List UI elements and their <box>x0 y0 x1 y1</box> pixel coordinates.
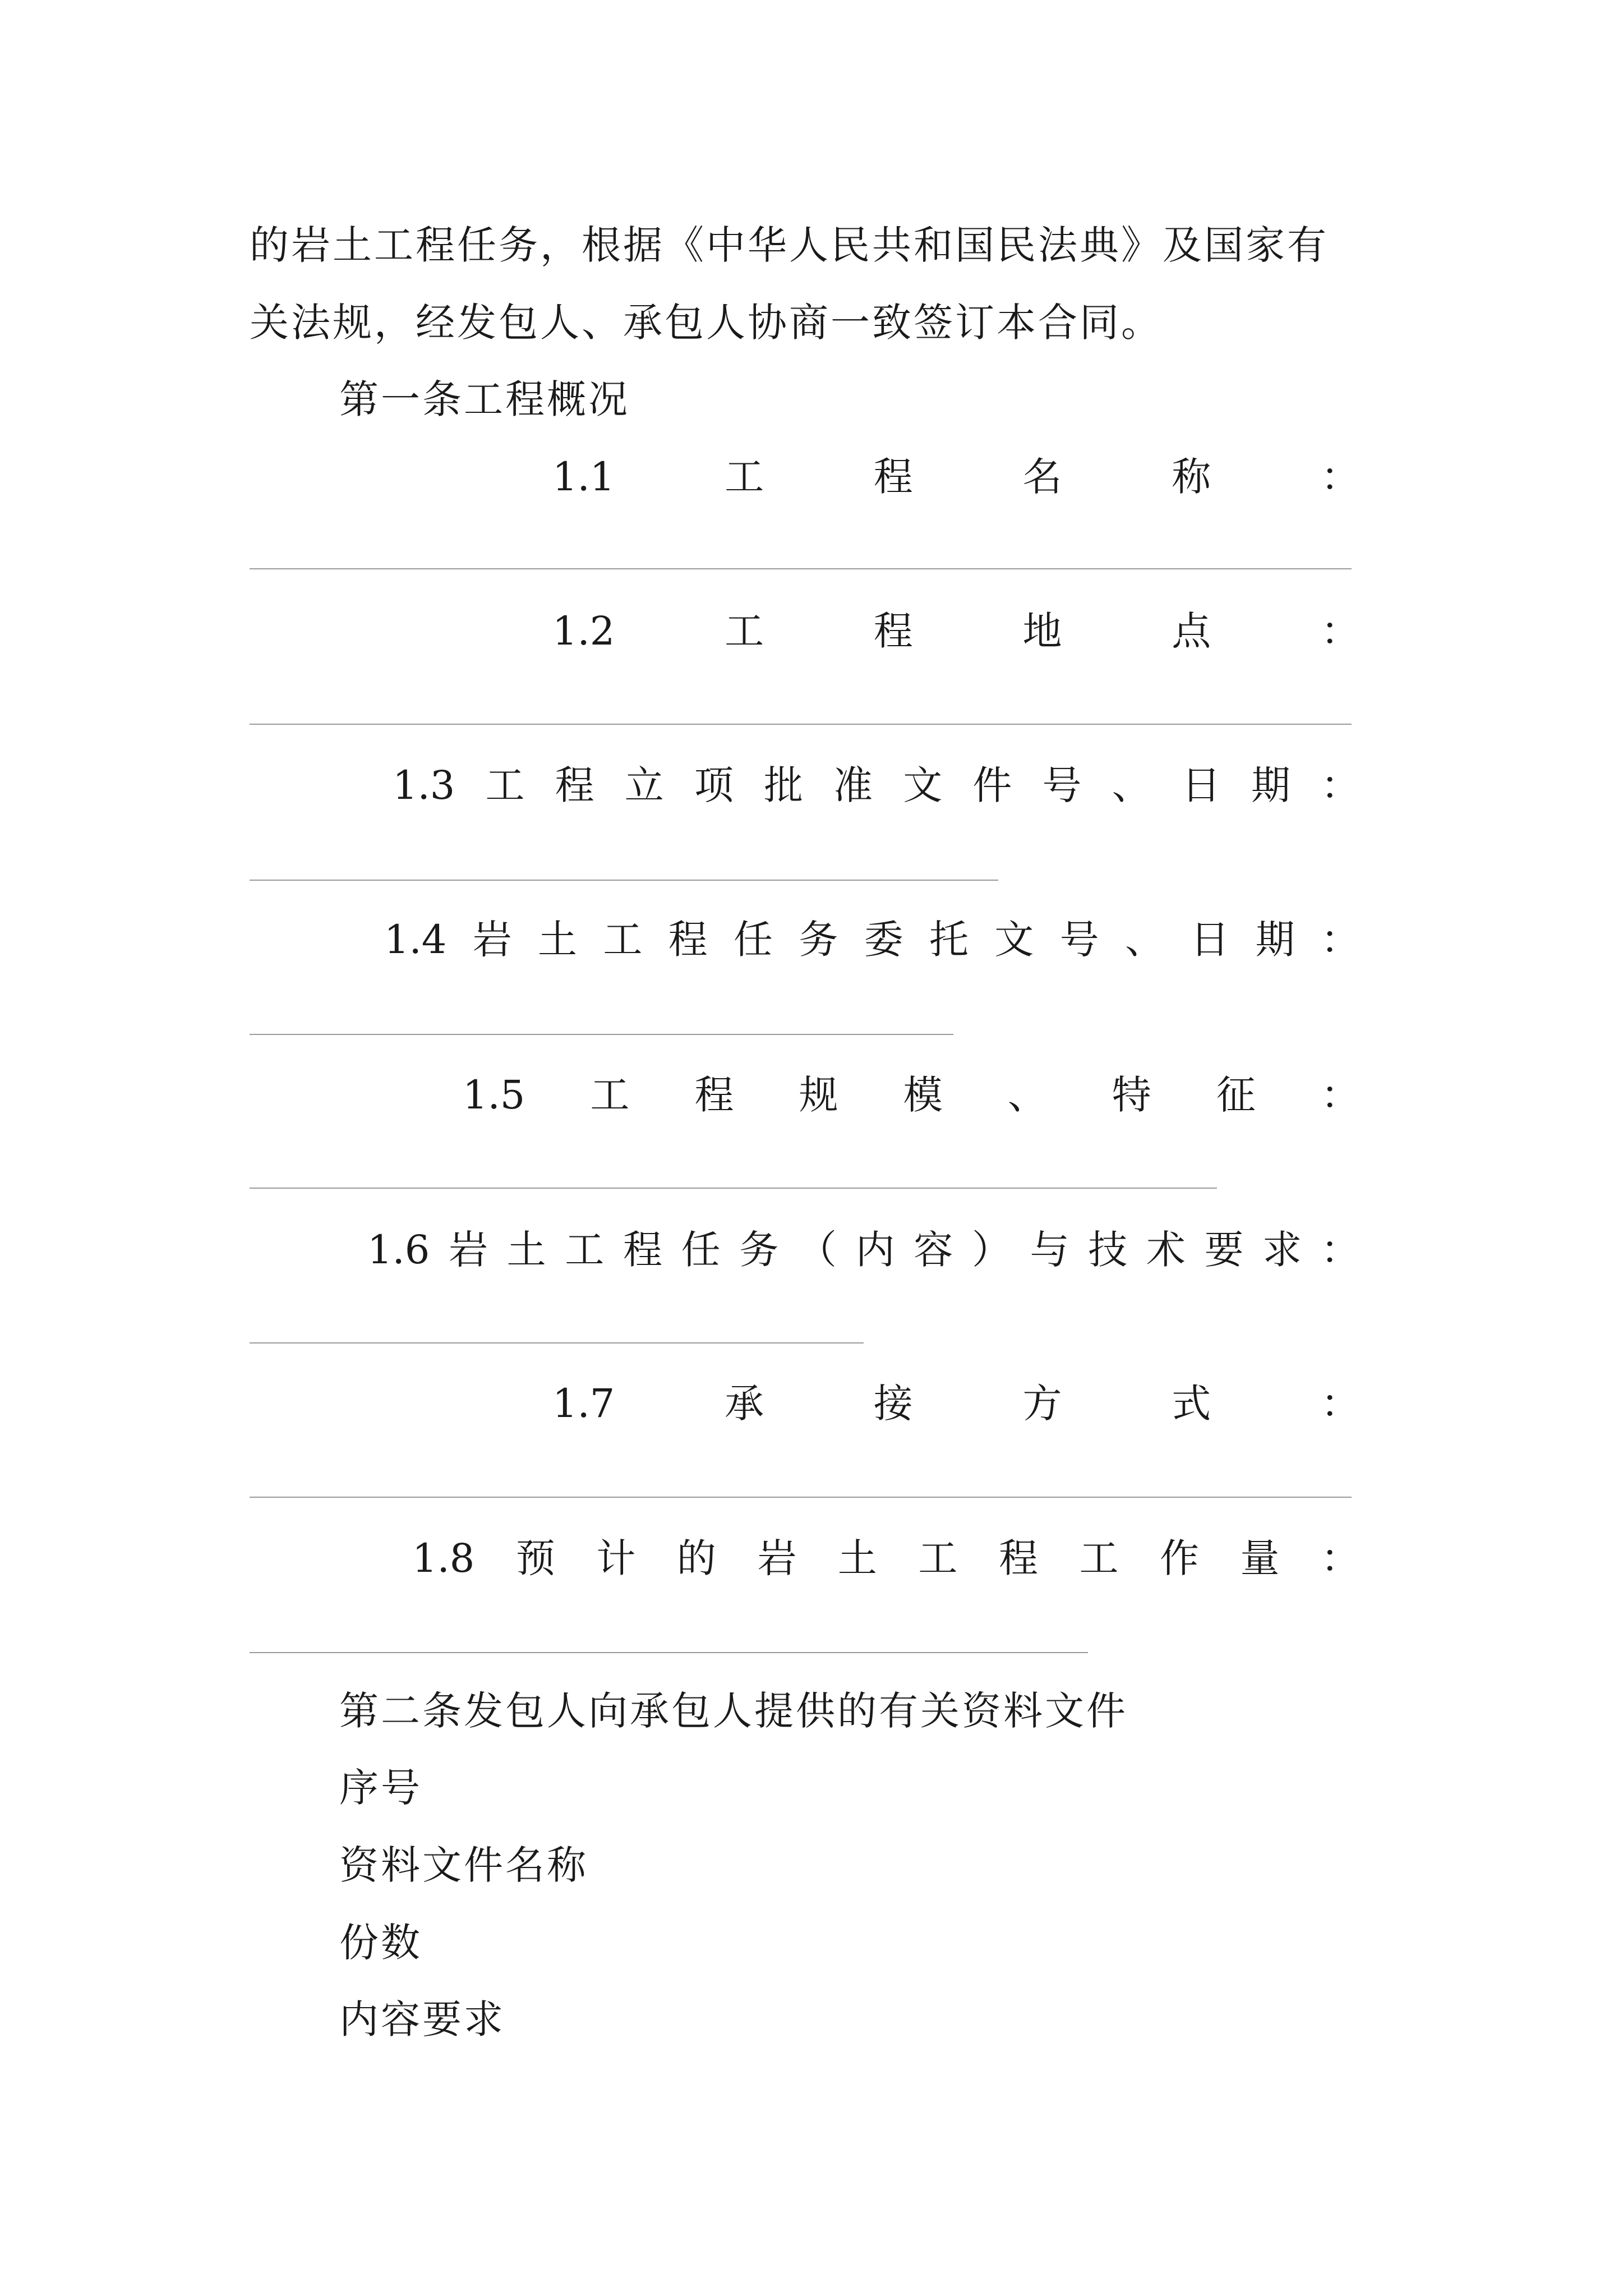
item-char: 程 <box>998 1535 1038 1581</box>
item-char: 的 <box>676 1535 716 1581</box>
item-colon: ： <box>1321 1535 1360 1581</box>
item-colon: ： <box>1320 1072 1360 1118</box>
item-1-2 <box>552 606 1360 656</box>
item-char: 特 <box>1112 1072 1151 1118</box>
item-char: 承 <box>725 1381 764 1427</box>
item-char: 工 <box>725 608 764 654</box>
item-colon: ： <box>1320 1227 1360 1273</box>
item-char: 件 <box>972 762 1012 808</box>
item-char: 批 <box>763 762 803 808</box>
item-char: 名 <box>1022 454 1062 500</box>
item-char: 工 <box>590 1072 630 1118</box>
item-char: 文 <box>994 917 1034 963</box>
item-colon: ： <box>1321 608 1360 654</box>
fill-in-line-1-6 <box>250 1342 864 1343</box>
fill-in-line-1-7 <box>250 1497 1352 1498</box>
item-char: 程 <box>873 608 913 654</box>
item-char: 式 <box>1172 1381 1211 1427</box>
item-char: 内 <box>855 1227 895 1273</box>
fill-in-line-1-2 <box>250 724 1352 725</box>
item-char: 号 <box>1059 917 1099 963</box>
item-char: 量 <box>1240 1535 1280 1581</box>
item-char: 号 <box>1042 762 1082 808</box>
item-char: 程 <box>694 1072 734 1118</box>
item-colon: ： <box>1320 917 1360 963</box>
item-char: 求 <box>1262 1227 1302 1273</box>
item-char: 程 <box>873 454 913 500</box>
item-char: 程 <box>623 1227 662 1273</box>
item-number: 1.2 <box>552 608 615 654</box>
item-char: 作 <box>1159 1535 1199 1581</box>
item-colon: ： <box>1320 762 1360 808</box>
item-char: 与 <box>1030 1227 1069 1273</box>
item-char: 容 <box>914 1227 953 1273</box>
item-char: 期 <box>1251 762 1290 808</box>
item-char: 术 <box>1146 1227 1186 1273</box>
item-char: 务 <box>739 1227 779 1273</box>
item-number: 1.3 <box>393 762 455 808</box>
item-char: （ <box>797 1227 837 1273</box>
item-char: 岩 <box>757 1535 797 1581</box>
item-char: 称 <box>1172 454 1211 500</box>
item-number: 1.7 <box>552 1381 615 1427</box>
item-char: 地 <box>1022 608 1062 654</box>
item-char: 任 <box>681 1227 721 1273</box>
item-number: 1.4 <box>384 917 447 963</box>
item-char: 工 <box>725 454 764 500</box>
item-char: 工 <box>485 762 525 808</box>
item-char: 岩 <box>448 1227 488 1273</box>
item-1-7 <box>552 1378 1360 1429</box>
column-serial-number: 序号 <box>339 1765 422 1811</box>
item-char: 工 <box>565 1227 605 1273</box>
fill-in-line-1-8 <box>250 1652 1088 1653</box>
item-char: 工 <box>1079 1535 1119 1581</box>
item-char: 接 <box>873 1381 913 1427</box>
item-char: 方 <box>1022 1381 1062 1427</box>
column-content-requirements: 内容要求 <box>339 1996 505 2042</box>
fill-in-line-1-4 <box>250 1034 953 1035</box>
item-char: 工 <box>918 1535 958 1581</box>
intro-line-1: 的岩土工程任务，根据《中华人民共和国民法典》及国家有 <box>250 222 1329 268</box>
item-1-6 <box>367 1225 1360 1275</box>
item-1-8 <box>412 1533 1360 1584</box>
item-char: 任 <box>733 917 773 963</box>
item-char: 土 <box>506 1227 546 1273</box>
item-char: 务 <box>799 917 838 963</box>
item-char: 岩 <box>472 917 512 963</box>
item-char: 项 <box>694 762 734 808</box>
item-char: 程 <box>668 917 708 963</box>
item-char: 准 <box>833 762 873 808</box>
item-char: 日 <box>1181 762 1221 808</box>
item-char: 土 <box>537 917 577 963</box>
item-1-4 <box>384 914 1360 965</box>
column-document-name: 资料文件名称 <box>339 1842 588 1888</box>
item-1-3 <box>393 760 1360 811</box>
item-char: 模 <box>903 1072 943 1118</box>
item-number: 1.5 <box>463 1072 525 1118</box>
item-char: 、 <box>1007 1072 1047 1118</box>
item-char: 委 <box>864 917 903 963</box>
item-char: 托 <box>929 917 969 963</box>
item-char: 、 <box>1124 917 1164 963</box>
item-number: 1.8 <box>412 1535 475 1581</box>
column-copies: 份数 <box>339 1920 422 1966</box>
item-char: 程 <box>555 762 594 808</box>
article-2-heading: 第二条发包人向承包人提供的有关资料文件 <box>339 1688 1128 1734</box>
item-char: 技 <box>1088 1227 1128 1273</box>
item-1-1 <box>552 452 1360 502</box>
fill-in-line-1-1 <box>250 568 1352 569</box>
item-1-5 <box>463 1070 1360 1120</box>
item-char: 文 <box>903 762 943 808</box>
item-char: 征 <box>1216 1072 1256 1118</box>
fill-in-line-1-5 <box>250 1188 1217 1189</box>
article-1-heading: 第一条工程概况 <box>339 376 630 422</box>
item-char: 点 <box>1172 608 1211 654</box>
intro-line-2: 关法规，经发包人、承包人协商一致签订本合同。 <box>250 300 1163 346</box>
item-char: 土 <box>837 1535 877 1581</box>
item-char: 日 <box>1190 917 1230 963</box>
fill-in-line-1-3 <box>250 880 998 881</box>
item-char: 要 <box>1204 1227 1244 1273</box>
item-colon: ： <box>1321 1381 1360 1427</box>
item-number: 1.1 <box>552 454 615 500</box>
item-number: 1.6 <box>367 1227 430 1273</box>
item-char: 计 <box>596 1535 636 1581</box>
item-char: ） <box>971 1227 1011 1273</box>
item-char: 、 <box>1112 762 1151 808</box>
item-colon: ： <box>1321 454 1360 500</box>
item-char: 期 <box>1255 917 1295 963</box>
item-char: 预 <box>515 1535 555 1581</box>
item-char: 工 <box>603 917 643 963</box>
item-char: 立 <box>624 762 664 808</box>
item-char: 规 <box>799 1072 838 1118</box>
